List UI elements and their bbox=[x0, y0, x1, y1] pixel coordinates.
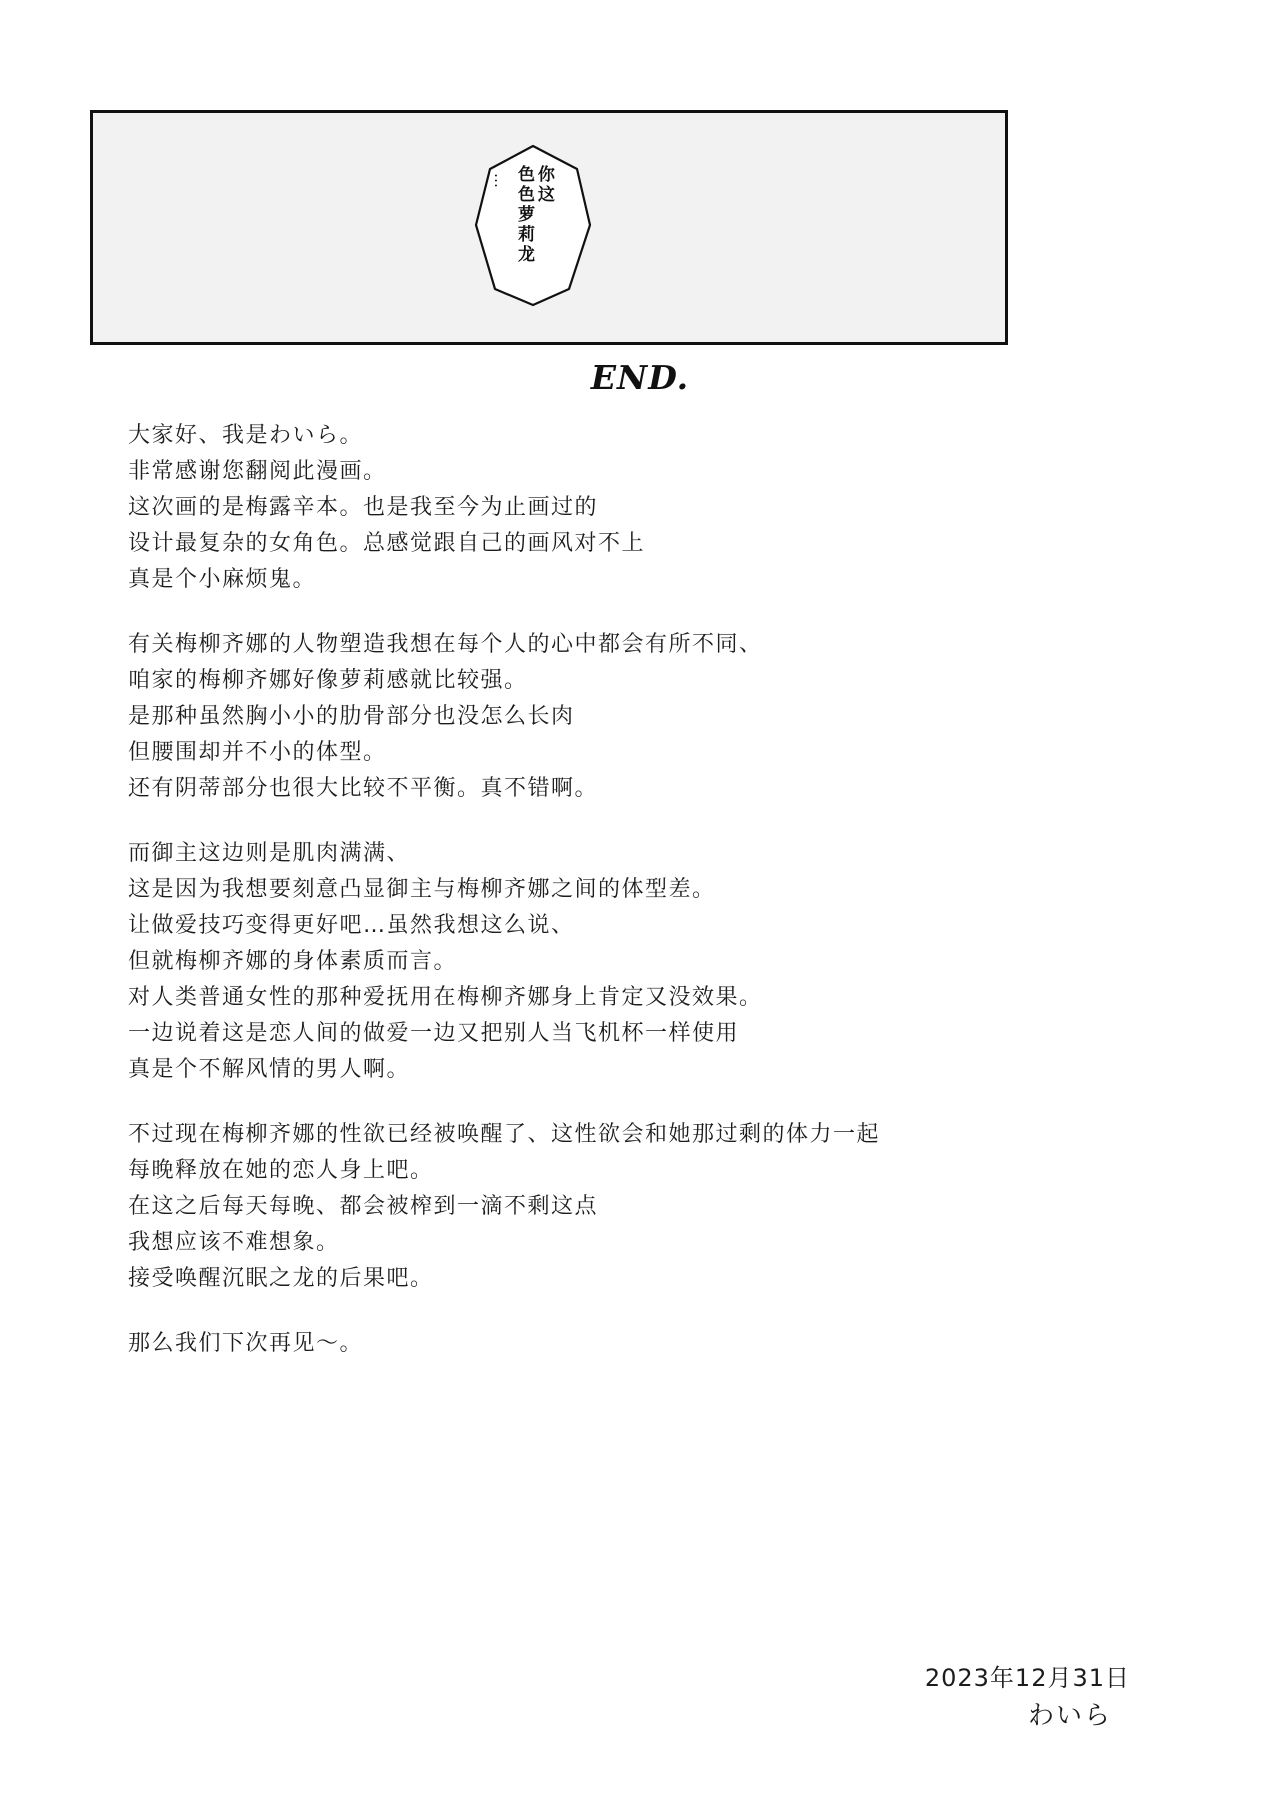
afterword-paragraph bbox=[128, 627, 1188, 807]
afterword-line: 让做爱技巧变得更好吧…虽然我想这么说、 bbox=[128, 913, 575, 938]
afterword-line: 一边说着这是恋人间的做爱一边又把别人当飞机杯一样使用 bbox=[128, 1021, 740, 1046]
signature-name: わいら bbox=[1027, 1701, 1112, 1731]
afterword-line: 不过现在梅柳齐娜的性欲已经被唤醒了、这性欲会和她那过剩的体力一起 bbox=[128, 1122, 881, 1147]
afterword-text bbox=[128, 418, 1188, 1362]
balloon-line-1: 你这 bbox=[533, 165, 554, 205]
afterword-paragraph bbox=[128, 836, 1188, 1088]
afterword-line: 而御主这边则是肌肉满满、 bbox=[128, 841, 411, 866]
afterword-line: 这次画的是梅露辛本。也是我至今为止画过的 bbox=[128, 495, 599, 520]
afterword-line: 咱家的梅柳齐娜好像萝莉感就比较强。 bbox=[128, 668, 528, 693]
balloon-text bbox=[473, 143, 593, 308]
afterword-line: 但就梅柳齐娜的身体素质而言。 bbox=[128, 949, 458, 974]
afterword-line: 大家好、我是わいら。 bbox=[128, 423, 364, 448]
afterword-line: 对人类普通女性的那种爱抚用在梅柳齐娜身上肯定又没效果。 bbox=[128, 985, 763, 1010]
afterword-paragraph bbox=[128, 418, 1188, 598]
speech-balloon bbox=[473, 143, 593, 308]
afterword-paragraph bbox=[128, 1326, 1188, 1362]
afterword-line: 在这之后每天每晚、都会被榨到一滴不剩这点 bbox=[128, 1194, 599, 1219]
afterword-line: 每晚释放在她的恋人身上吧。 bbox=[128, 1158, 434, 1183]
afterword-line: 接受唤醒沉眠之龙的后果吧。 bbox=[128, 1266, 434, 1291]
afterword-paragraph bbox=[128, 1117, 1188, 1297]
balloon-line-2: 色色萝莉龙 bbox=[514, 165, 534, 265]
afterword-line: 那么我们下次再见～。 bbox=[128, 1331, 364, 1356]
balloon-ellipsis: … bbox=[491, 173, 509, 188]
manga-panel bbox=[90, 110, 1008, 345]
signature-date: 2023年12月31日 bbox=[924, 1664, 1130, 1692]
afterword-line: 设计最复杂的女角色。总感觉跟自己的画风对不上 bbox=[128, 531, 646, 556]
afterword-line: 我想应该不难想象。 bbox=[128, 1230, 340, 1255]
afterword-line: 但腰围却并不小的体型。 bbox=[128, 740, 387, 765]
afterword-line: 这是因为我想要刻意凸显御主与梅柳齐娜之间的体型差。 bbox=[128, 877, 716, 902]
afterword-line: 有关梅柳齐娜的人物塑造我想在每个人的心中都会有所不同、 bbox=[128, 632, 763, 657]
afterword-line: 还有阴蒂部分也很大比较不平衡。真不错啊。 bbox=[128, 776, 599, 801]
afterword-line: 真是个不解风情的男人啊。 bbox=[128, 1057, 411, 1082]
afterword-line: 非常感谢您翻阅此漫画。 bbox=[128, 459, 387, 484]
afterword-line: 是那种虽然胸小小的肋骨部分也没怎么长肉 bbox=[128, 704, 575, 729]
afterword-line: 真是个小麻烦鬼。 bbox=[128, 567, 317, 592]
signature-block bbox=[925, 1660, 1130, 1736]
end-mark: END. bbox=[590, 358, 690, 397]
